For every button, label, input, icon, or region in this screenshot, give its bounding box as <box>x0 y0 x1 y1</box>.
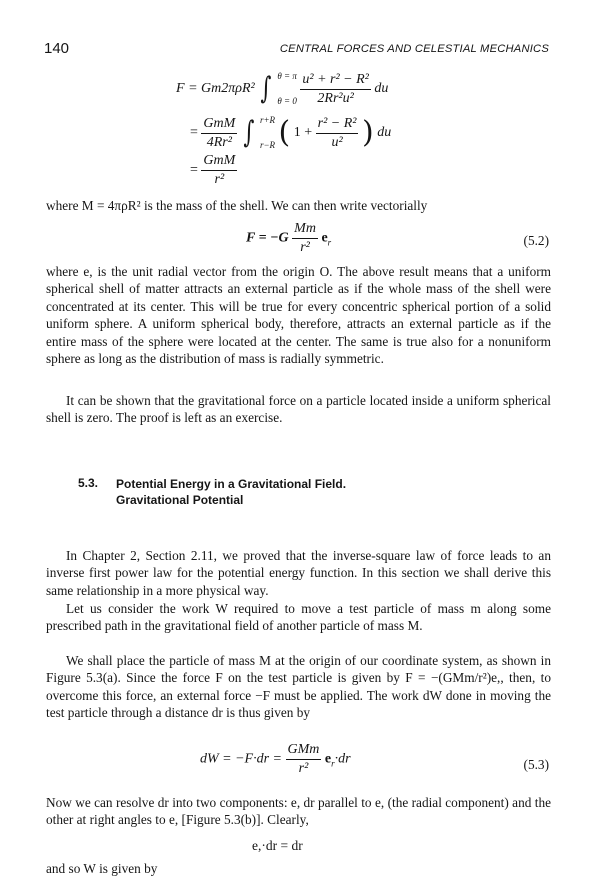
eq1-lhs: F <box>176 81 185 97</box>
eq53-denominator: r² <box>298 761 309 776</box>
eq53-subscript: r <box>331 758 335 769</box>
section-title-line-1: Potential Energy in a Gravitational Field. <box>116 477 347 491</box>
eq1-upper-limit: θ = π <box>277 71 297 81</box>
paragraph-chapter-reference: In Chapter 2, Section 2.11, we proved that the inverse-square law of force leads to an inverse first power law for the potential energy function. In this section we shall derive this same relationship in a more physical way. <box>46 548 551 598</box>
eq2-upper-limit: r+R <box>259 115 276 125</box>
eq1-numerator: u² + r² − R² <box>300 73 371 90</box>
paragraph-work-definition: Let us consider the work W required to move a test particle of mass m along some prescribed path in the gravitational field of another particle of mass M. <box>46 601 551 634</box>
eq53-fraction <box>286 743 322 776</box>
page-number: 140 <box>44 40 70 57</box>
eq2-lower-limit: r−R <box>259 140 276 150</box>
eq52-subscript: r <box>327 237 332 248</box>
eq3-denominator: r² <box>214 172 225 187</box>
eq2-fraction <box>201 117 237 150</box>
paragraph-inside-shell: It can be shown that the gravitational force on a particle located inside a uniform spherical shell is zero. The proof is left as an exercise. <box>46 393 551 426</box>
equation-line-2: = $\frac{\text{GmM}}{\text{4Rr²}}$ ∫ r+R r−R ( 1 + $\frac{\text{r² − R²}}{\text{u²}}$ ) du <box>190 115 392 150</box>
running-title: CENTRAL FORCES AND CELESTIAL MECHANICS <box>279 43 549 55</box>
equation-er-dot-dr: e,·dr = dr <box>252 838 303 853</box>
eq1-fraction <box>300 73 371 106</box>
paragraph-shell-result: where e, is the unit radial vector from the origin O. The above result means that a uniform spherical shell of matter attracts an external particle as if the whole mass of the shell were concentrated at its center. This will be true for every concentric spherical portion of a solid uniform sphere. A uniform spherical body, therefore, attracts an external particle as if the entire mass of the sphere were located at the center. The same is true also for a nonuniform sphere as long as the distribution of mass is radially symmetric. <box>46 264 551 367</box>
eq2-one-plus: 1 + <box>293 125 313 141</box>
paragraph-w-given-by: and so W is given by <box>46 861 158 876</box>
eq53-unit-vector: e <box>324 751 332 767</box>
eq53-numerator: GMm <box>286 743 322 760</box>
eq2-inner-denominator: u² <box>331 134 343 150</box>
eq3-numerator: GmM <box>201 154 237 171</box>
eq2-numerator: GmM <box>201 117 237 134</box>
paragraph-resolve-dr: Now we can resolve dr into two components: e, dr parallel to e, (the radial component) and the other at right angles to e, [Figure 5.3(b)]. Clearly, <box>46 795 551 828</box>
equation-line-1 <box>176 72 388 106</box>
eq2-inner-fraction <box>316 117 359 150</box>
eq1-lower-limit: θ = 0 <box>277 96 297 106</box>
eq2-du: du <box>377 125 392 141</box>
equation-5-3 <box>200 743 351 776</box>
eq1-du: du <box>374 81 389 97</box>
eq1-coeff: = Gm2πρR² <box>188 81 255 97</box>
eq2-inner-numerator: r² − R² <box>316 117 359 134</box>
equation-number-5-3: (5.3) <box>523 757 549 772</box>
eq52-numerator: Mm <box>292 222 318 239</box>
paragraph-mass-of-shell: where M = 4πρR² is the mass of the shell. We can then write vectorially <box>46 198 428 213</box>
eq53-lhs: dW = −F·dr = <box>200 751 283 767</box>
paragraph-force-setup: We shall place the particle of mass M at the origin of our coordinate system, as shown in Figure 5.3(a). Since the force F on the test particle is given by F = −(GMm/r²)e,, then, to overcome this force, an external force −F must be applied. The work dW done in moving the test particle through a distance dr is thus given by <box>46 653 551 721</box>
eq52-lhs: F = −G <box>246 230 289 246</box>
eq1-limits <box>277 72 297 106</box>
eq53-dr: ·dr <box>334 751 351 767</box>
equation-5-2 <box>246 222 331 255</box>
equation-number-5-2: (5.2) <box>523 233 549 248</box>
eq2-limits <box>260 116 275 150</box>
eq3-fraction <box>201 154 237 187</box>
section-number: 5.3. <box>78 476 99 490</box>
equation-line-3: = $\frac{\text{GmM}}{\text{r²}}$ <box>190 153 236 187</box>
integral-sign: ∫ <box>260 71 272 106</box>
eq52-unit-vector: e <box>321 230 328 246</box>
section-title-line-2: Gravitational Potential <box>116 493 244 507</box>
integral-sign: ∫ <box>243 115 255 150</box>
eq52-denominator: r² <box>300 240 310 255</box>
section-title <box>116 476 346 508</box>
eq52-fraction <box>292 222 318 255</box>
eq1-denominator: 2Rr²u² <box>317 90 354 106</box>
eq2-denominator: 4Rr² <box>206 134 232 150</box>
